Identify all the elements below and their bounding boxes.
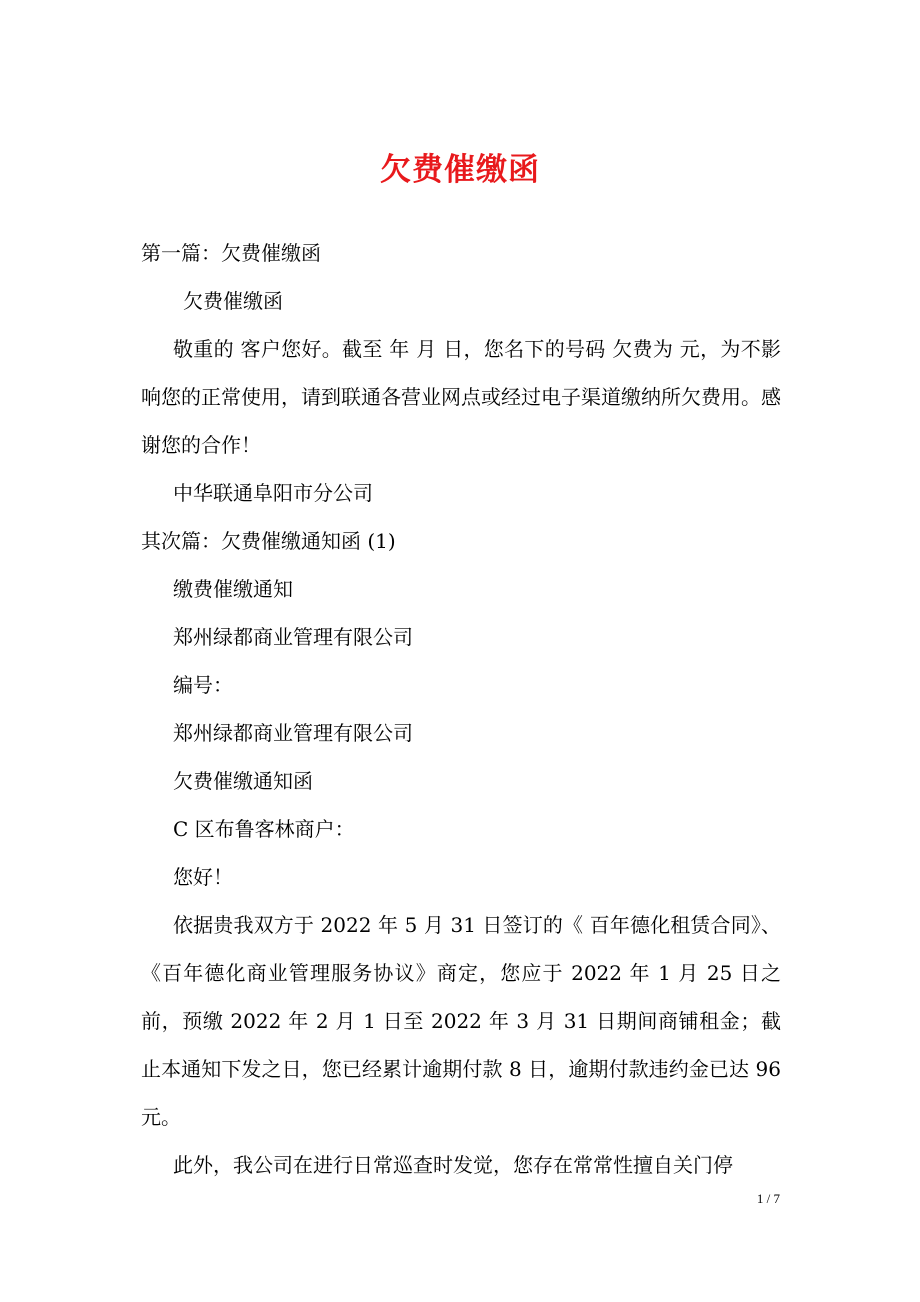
company-name: 郑州绿都商业管理有限公司 bbox=[173, 625, 413, 649]
section-heading-2: 其次篇：欠费催缴通知函 (1) bbox=[141, 529, 396, 553]
greeting-line: 您好！ bbox=[173, 865, 233, 889]
letter-title-2: 欠费催缴通知函 bbox=[173, 769, 313, 793]
signature-line: 中华联通阜阳市分公司 bbox=[173, 481, 373, 505]
body-paragraph: 敬重的 客户您好。截至 年 月 日，您名下的号码 欠费为 元，为不影响您的正常使用，请到联通各营业网点或经过电子渠道缴纳所欠费用。感谢您的合作！ bbox=[141, 337, 781, 457]
section-heading-1: 第一篇：欠费催缴函 bbox=[141, 241, 321, 265]
notice-title: 缴费催缴通知 bbox=[173, 577, 293, 601]
body-paragraph: 此外，我公司在进行日常巡查时发觉，您存在常常性擅自关门停 bbox=[173, 1153, 733, 1177]
letter-title-1: 欠费催缴函 bbox=[183, 289, 283, 313]
recipient-line: C 区布鲁客林商户： bbox=[173, 817, 355, 841]
document-body bbox=[141, 229, 781, 1189]
company-name: 郑州绿都商业管理有限公司 bbox=[173, 721, 413, 745]
page-number: 1 / 7 bbox=[756, 1191, 780, 1206]
serial-number-label: 编号： bbox=[173, 673, 233, 697]
body-paragraph: 依据贵我双方于 2022 年 5 月 31 日签订的《 百年德化租赁合同》、《百年德化商业管理服务协议》商定，您应于 2022 年 1 月 25 日之前，预缴 2022 年 2 月 1 日至 2022 年 3 月 31 日期间商铺租金；截止本通知下发之日，您已经累计逾期付款 8 日，逾期付款违约金已达 96 元。 bbox=[141, 913, 781, 1129]
document-title: 欠费催缴函 bbox=[380, 152, 540, 188]
